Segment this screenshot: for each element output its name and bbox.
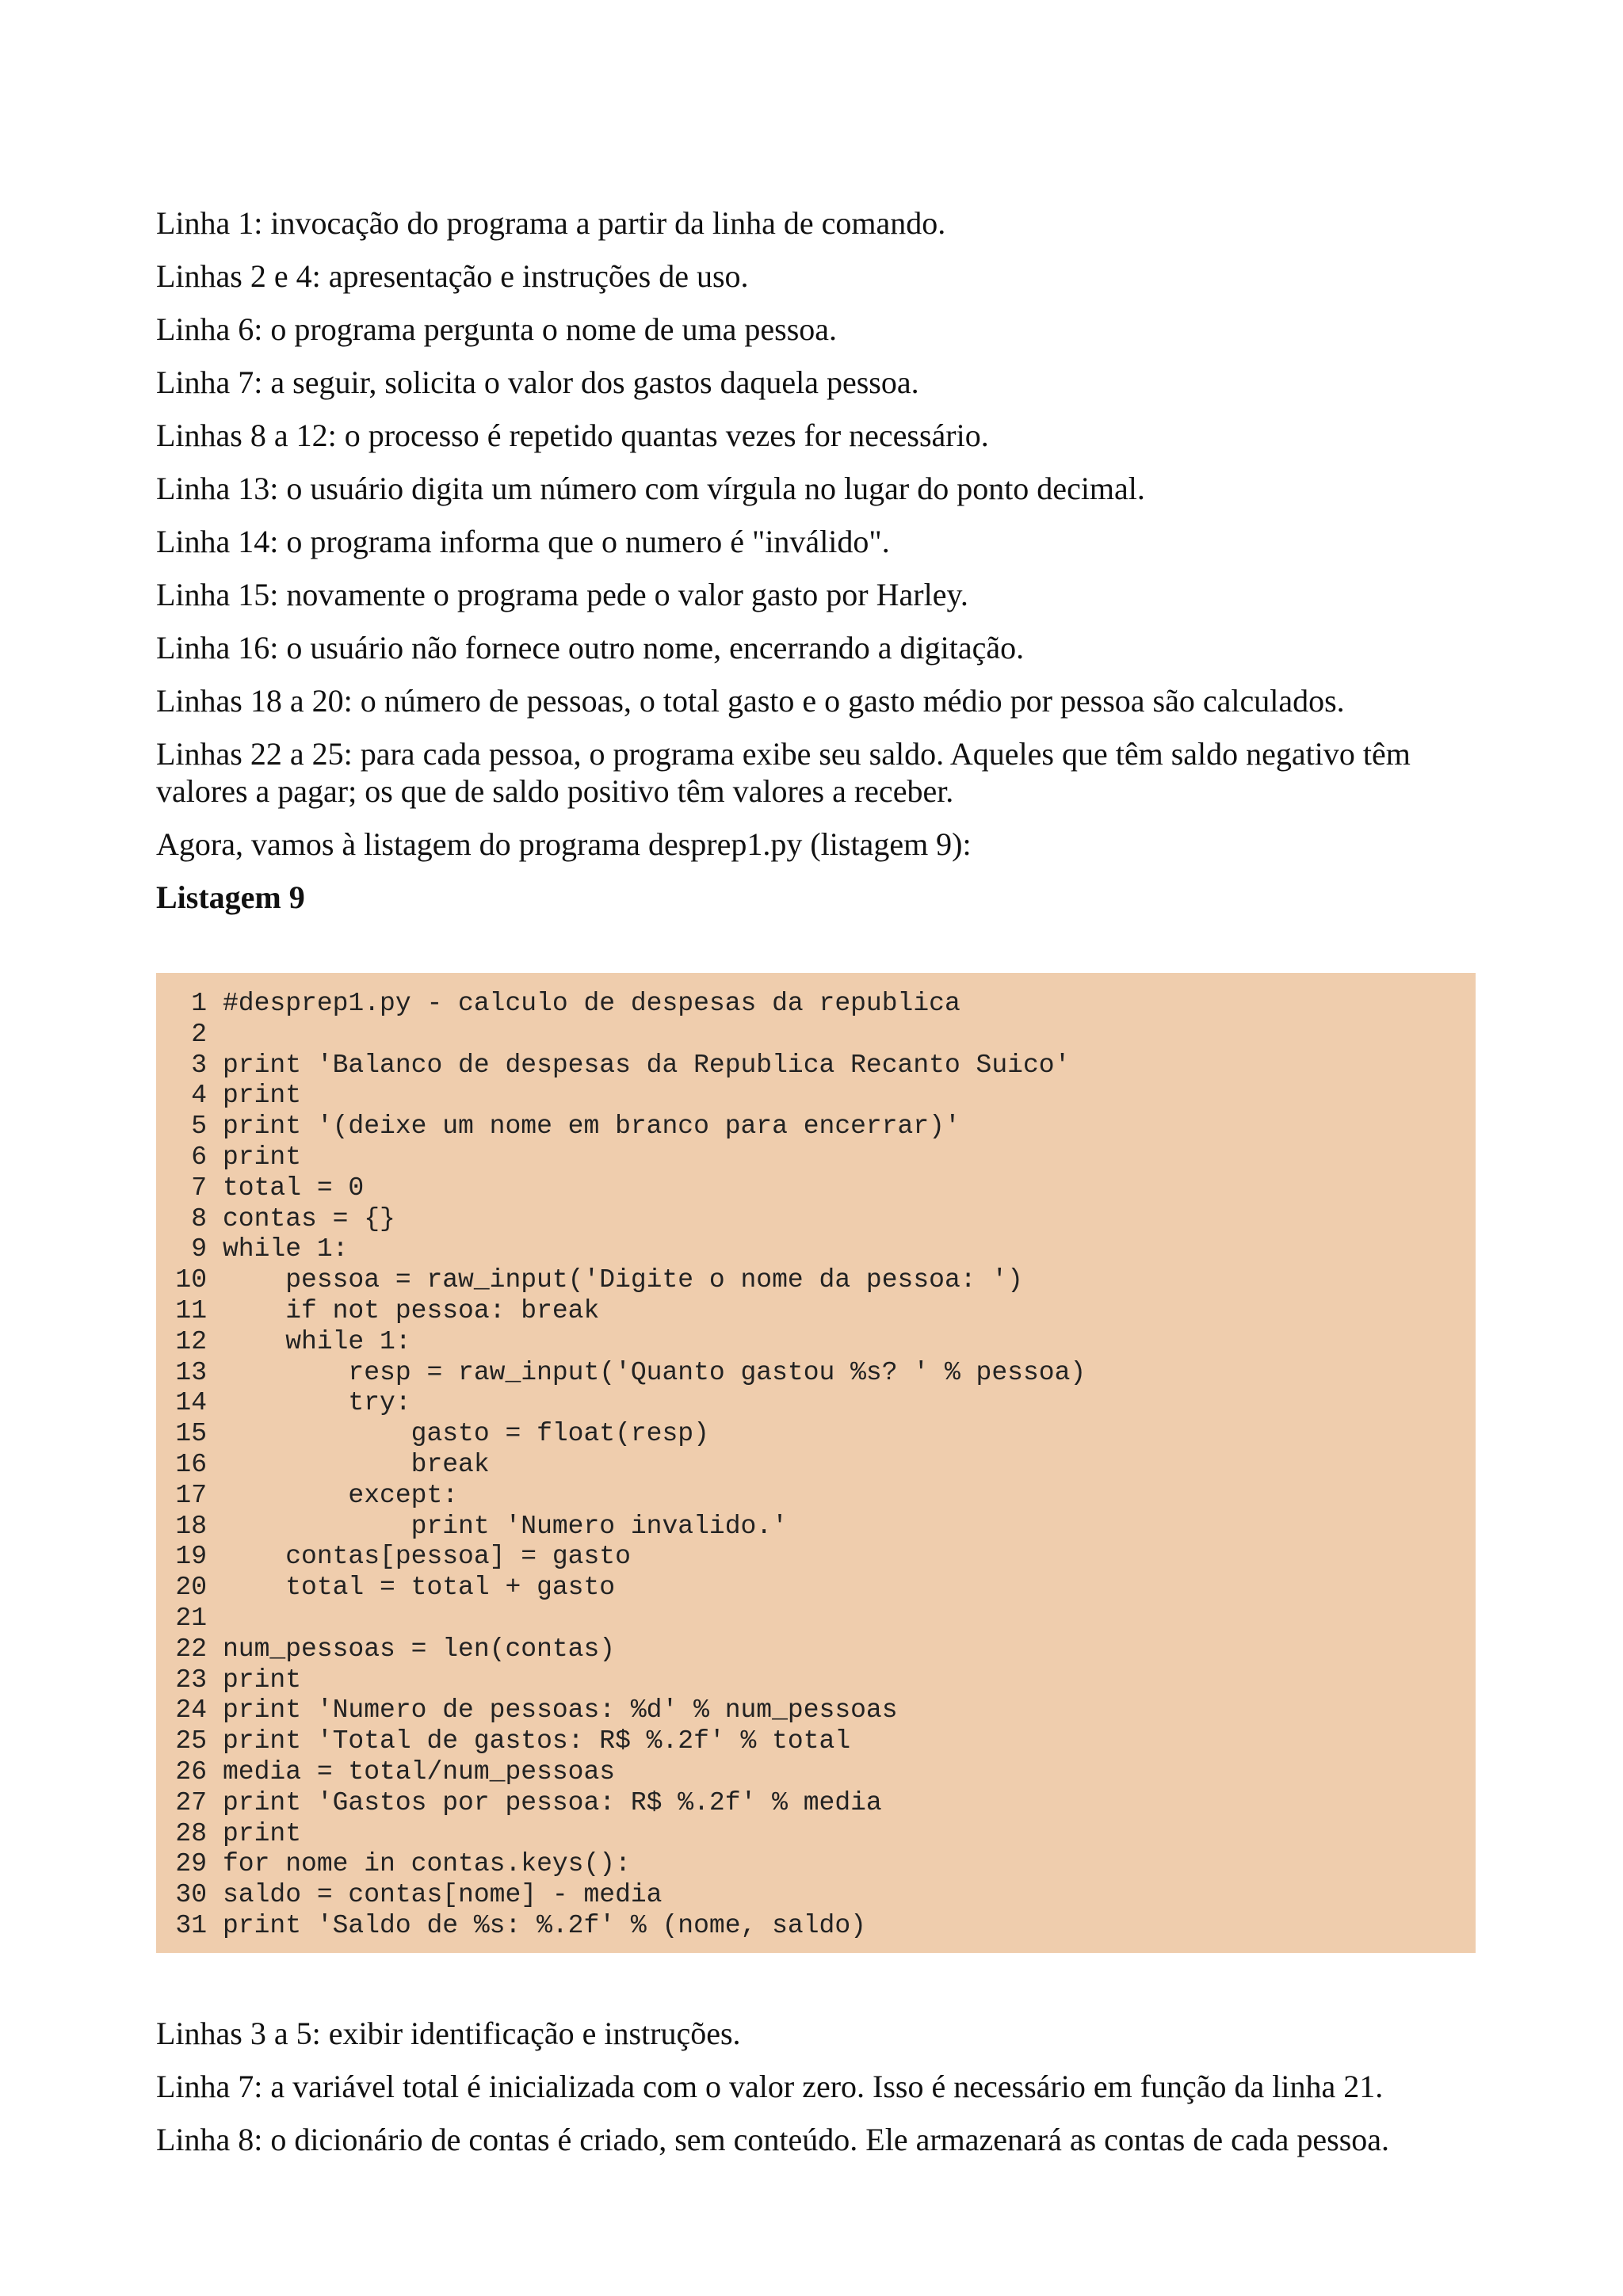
code-text: except: xyxy=(223,1480,459,1510)
code-line xyxy=(156,1634,1476,1665)
code-line xyxy=(156,1358,1476,1389)
line-number: 16 xyxy=(175,1449,207,1479)
intro-paragraph: Linhas 8 a 12: o processo é repetido quantas vezes for necessário. xyxy=(156,418,989,453)
code-text: total = total + gasto xyxy=(223,1573,616,1603)
code-text: total = 0 xyxy=(223,1173,365,1203)
line-number: 6 xyxy=(191,1142,207,1172)
intro-paragraph: Linha 7: a seguir, solicita o valor dos gastos daquela pessoa. xyxy=(156,364,919,400)
code-text: try: xyxy=(223,1388,411,1418)
code-text: media = total/num_pessoas xyxy=(223,1756,616,1787)
code-text: print xyxy=(223,1142,302,1172)
code-text: print xyxy=(223,1081,302,1111)
code-line xyxy=(156,1573,1476,1604)
code-line xyxy=(156,1819,1476,1850)
code-text: #desprep1.py - calculo de despesas da republica xyxy=(223,989,960,1018)
intro-paragraph: Linha 16: o usuário não fornece outro nome, encerrando a digitação. xyxy=(156,630,1025,666)
line-number: 18 xyxy=(175,1511,207,1541)
outro-paragraph: Linha 8: o dicionário de contas é criado, sem conteúdo. Ele armazenará as contas de cada pessoa. xyxy=(156,2121,1390,2157)
code-line xyxy=(156,1757,1476,1788)
code-text: print xyxy=(223,1665,302,1695)
code-text: contas[pessoa] = gasto xyxy=(223,1542,631,1572)
code-line xyxy=(156,1911,1476,1942)
line-number: 27 xyxy=(175,1787,207,1817)
code-text: while 1: xyxy=(223,1326,411,1356)
code-text: for nome in contas.keys(): xyxy=(223,1849,631,1879)
line-number: 13 xyxy=(175,1357,207,1387)
line-number: 1 xyxy=(191,989,207,1018)
line-number: 20 xyxy=(175,1573,207,1603)
code-line xyxy=(156,1081,1476,1112)
code-line xyxy=(156,1481,1476,1512)
code-line xyxy=(156,1327,1476,1358)
code-line xyxy=(156,1234,1476,1265)
code-text: break xyxy=(223,1449,490,1479)
code-line xyxy=(156,1450,1476,1481)
line-number: 11 xyxy=(175,1295,207,1325)
code-line xyxy=(156,1542,1476,1573)
code-line xyxy=(156,1604,1476,1634)
intro-paragraph: Linhas 18 a 20: o número de pessoas, o total gasto e o gasto médio por pessoa são calculados. xyxy=(156,683,1345,719)
intro-paragraph: Linha 13: o usuário digita um número com vírgula no lugar do ponto decimal. xyxy=(156,471,1145,506)
code-line xyxy=(156,1051,1476,1081)
code-text: num_pessoas = len(contas) xyxy=(223,1634,616,1664)
line-number: 24 xyxy=(175,1695,207,1726)
line-number: 31 xyxy=(175,1910,207,1940)
line-number: 28 xyxy=(175,1818,207,1848)
line-number: 19 xyxy=(175,1542,207,1572)
line-number: 26 xyxy=(175,1756,207,1787)
outro-section xyxy=(156,2015,1480,2158)
intro-paragraph: Linha 14: o programa informa que o numero é "inválido". xyxy=(156,524,890,559)
line-number: 25 xyxy=(175,1726,207,1756)
line-number: 8 xyxy=(191,1203,207,1234)
code-line xyxy=(156,1419,1476,1450)
code-line xyxy=(156,1388,1476,1419)
code-line xyxy=(156,1512,1476,1543)
code-line xyxy=(156,1265,1476,1296)
code-text: resp = raw_input('Quanto gastou %s? ' % pessoa) xyxy=(223,1357,1086,1387)
line-number: 23 xyxy=(175,1665,207,1695)
line-number: 29 xyxy=(175,1849,207,1879)
code-text: print 'Numero de pessoas: %d' % num_pessoas xyxy=(223,1695,898,1726)
line-number: 3 xyxy=(191,1050,207,1080)
line-number: 21 xyxy=(175,1603,207,1633)
code-text: print '(deixe um nome em branco para encerrar)' xyxy=(223,1112,960,1142)
code-text: print 'Saldo de %s: %.2f' % (nome, saldo) xyxy=(223,1910,866,1940)
line-number: 17 xyxy=(175,1480,207,1510)
code-line xyxy=(156,1296,1476,1327)
code-text: contas = {} xyxy=(223,1203,395,1234)
line-number: 7 xyxy=(191,1173,207,1203)
code-text: gasto = float(resp) xyxy=(223,1419,709,1449)
intro-paragraph: Linha 6: o programa pergunta o nome de uma pessoa. xyxy=(156,311,838,347)
code-line xyxy=(156,989,1476,1020)
code-text: while 1: xyxy=(223,1234,349,1264)
code-text: saldo = contas[nome] - media xyxy=(223,1880,663,1910)
code-line xyxy=(156,1020,1476,1051)
intro-paragraph: Linhas 22 a 25: para cada pessoa, o programa exibe seu saldo. Aqueles que têm saldo negativo têm valores a pagar; os que de saldo positivo têm valores a receber. xyxy=(156,736,1411,809)
code-text: if not pessoa: break xyxy=(223,1295,600,1325)
line-number: 14 xyxy=(175,1388,207,1418)
code-text: print 'Gastos por pessoa: R$ %.2f' % media xyxy=(223,1787,882,1817)
code-line xyxy=(156,1112,1476,1142)
intro-paragraph: Agora, vamos à listagem do programa desprep1.py (listagem 9): xyxy=(156,826,972,862)
line-number: 30 xyxy=(175,1880,207,1910)
intro-paragraph: Linhas 2 e 4: apresentação e instruções de uso. xyxy=(156,258,749,294)
line-number: 4 xyxy=(191,1081,207,1111)
code-text: print xyxy=(223,1818,302,1848)
line-number: 12 xyxy=(175,1326,207,1356)
code-line xyxy=(156,1204,1476,1235)
document-page xyxy=(156,204,1480,2174)
code-line xyxy=(156,1695,1476,1726)
code-line xyxy=(156,1173,1476,1204)
outro-paragraph: Linhas 3 a 5: exibir identificação e instruções. xyxy=(156,2015,741,2051)
intro-paragraph: Linha 15: novamente o programa pede o valor gasto por Harley. xyxy=(156,577,968,612)
code-listing xyxy=(156,973,1476,1953)
line-number: 2 xyxy=(191,1019,207,1049)
code-text: print 'Balanco de despesas da Republica Recanto Suico' xyxy=(223,1050,1071,1080)
outro-paragraph: Linha 7: a variável total é inicializada com o valor zero. Isso é necessário em função da linha 21. xyxy=(156,2068,1384,2104)
line-number: 5 xyxy=(191,1112,207,1142)
intro-section xyxy=(156,204,1480,863)
code-line xyxy=(156,1142,1476,1173)
code-text: print 'Total de gastos: R$ %.2f' % total xyxy=(223,1726,851,1756)
line-number: 10 xyxy=(175,1265,207,1295)
code-line xyxy=(156,1726,1476,1757)
listing-title: Listagem 9 xyxy=(156,879,305,915)
line-number: 9 xyxy=(191,1234,207,1264)
code-line xyxy=(156,1880,1476,1911)
code-text: pessoa = raw_input('Digite o nome da pessoa: ') xyxy=(223,1265,1023,1295)
code-line xyxy=(156,1788,1476,1819)
code-line xyxy=(156,1665,1476,1696)
code-text: print 'Numero invalido.' xyxy=(223,1511,788,1541)
line-number: 15 xyxy=(175,1419,207,1449)
code-line xyxy=(156,1849,1476,1880)
line-number: 22 xyxy=(175,1634,207,1664)
intro-paragraph: Linha 1: invocação do programa a partir da linha de comando. xyxy=(156,205,946,241)
